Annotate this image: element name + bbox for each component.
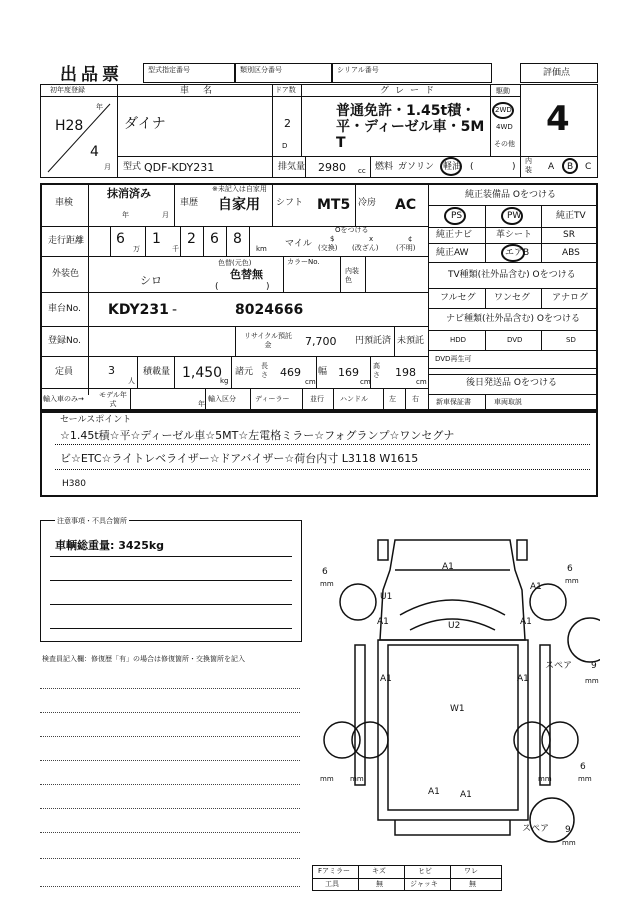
mileage-opt-3: (不明) <box>396 244 416 252</box>
cooling-label: 冷房 <box>358 198 377 208</box>
history-note: ※未記入は自家用 <box>212 185 267 193</box>
mileage-digit-1: 6 <box>116 231 125 247</box>
oem-pw-circle <box>501 207 523 225</box>
evaluation-score: 4 <box>546 99 570 139</box>
load-unit: kg <box>220 377 229 385</box>
interior-grade-c: C <box>585 162 592 172</box>
drive-2wd-circle <box>492 102 514 119</box>
drive-other: その他 <box>494 140 515 148</box>
chassis-label: 車台No. <box>48 304 81 314</box>
handle-right: 右 <box>412 395 419 403</box>
tire-unit-rear-left: mm <box>320 775 334 783</box>
mileage-digit-4: 6 <box>210 231 219 247</box>
mileage-unit-km: km <box>256 245 267 253</box>
after-title: 後日発送品 Oをつける <box>466 378 557 388</box>
oem-pw: PW <box>507 211 522 221</box>
grade-label: グレード <box>380 86 441 96</box>
registration-label: 登録No. <box>48 336 81 346</box>
grade-line-1: 普通免許・1.45t積・ <box>336 103 476 119</box>
handle-left: 左 <box>389 395 396 403</box>
car-name: ダイナ <box>124 116 166 132</box>
width-value: 169 <box>338 366 359 379</box>
footer-h-2: キズ <box>372 867 386 875</box>
spare-depth-1: 9 <box>591 661 597 671</box>
load-value: 1,450 <box>182 365 223 381</box>
month-unit: 月 <box>104 163 111 171</box>
history-label: 車歴 <box>180 198 199 208</box>
tire-depth-rear-right: 6 <box>580 762 586 772</box>
year-unit: 年 <box>96 103 103 111</box>
repaint-paren-open: ( <box>215 282 219 292</box>
mileage-circle-note: Oをつける <box>335 226 369 234</box>
after-warranty: 新車保証書 <box>436 398 471 406</box>
oem-tv: 純正TV <box>556 211 586 221</box>
footer-h-4: ワレ <box>464 867 478 875</box>
oem-airbag-circle <box>501 244 525 262</box>
mileage-opt-3-sym: ¢ <box>408 235 413 243</box>
mark-a1-rear-left: A1 <box>428 787 440 797</box>
height-label: 高さ <box>373 362 380 379</box>
tire-depth-front-right: 6 <box>567 564 573 574</box>
tire-unit-front-right: mm <box>565 577 579 585</box>
inspection-year-unit: 年 <box>122 211 129 219</box>
fuel-gasoline: ガソリン <box>398 162 435 172</box>
oem-title: 純正装備品 Oをつける <box>465 190 556 200</box>
mileage-digit-2: 1 <box>152 231 161 247</box>
import-parallel: 並行 <box>310 395 324 403</box>
mileage-opt-2: (改ざん) <box>352 244 379 252</box>
length-label: 長さ <box>261 362 268 379</box>
category-label: 類別区分番号 <box>240 66 282 74</box>
door-d: D <box>282 142 288 150</box>
spare-unit-1: mm <box>585 677 599 685</box>
import-dealer: ディーラー <box>255 395 290 403</box>
interior-label: 内装 <box>525 157 532 174</box>
recycle-value: 7,700 <box>305 335 337 348</box>
fuel-paren-open: ( <box>470 162 474 172</box>
oem-navi: 純正ナビ <box>436 230 473 240</box>
mileage-opt-2-sym: x <box>369 235 374 243</box>
tv-fullseg: フルセグ <box>440 293 476 303</box>
truck-diagram <box>300 530 600 860</box>
mark-u1: U1 <box>380 592 393 602</box>
fuel-diesel-circle <box>440 157 462 176</box>
length-value: 469 <box>280 366 301 379</box>
width-unit: cm <box>360 378 371 386</box>
footer-h-1: Fアミラー <box>318 867 351 875</box>
footer-v-4: 無 <box>469 880 476 888</box>
chassis-number: 8024666 <box>235 302 304 318</box>
chassis-model: KDY231 <box>108 302 169 318</box>
load-label: 積載量 <box>143 367 171 377</box>
recycle-unit: 円預託済 <box>355 336 392 346</box>
mileage-unit-sen: 千 <box>172 245 179 253</box>
tire-unit-rear-left-2: mm <box>350 775 364 783</box>
interior-color-label: 内装色 <box>345 267 359 284</box>
import-type-label: 輸入区分 <box>208 395 236 403</box>
fuel-label: 燃料 <box>375 162 394 172</box>
navi-dvd: DVD <box>507 336 523 344</box>
footer-v-2: 無 <box>376 880 383 888</box>
inspection-month-unit: 月 <box>162 211 169 219</box>
year-label: 初年度登録 <box>50 86 85 94</box>
color-no-label: カラーNo. <box>287 258 320 266</box>
form-title: 出品票 <box>60 65 123 85</box>
chassis-dash: - <box>172 302 178 318</box>
footer-v-1: 工具 <box>325 880 339 888</box>
sales-label: セールスポイント <box>60 415 132 425</box>
evaluation-label: 評価点 <box>543 68 571 78</box>
mile-label: マイル <box>285 239 312 249</box>
navi-title: ナビ種類(社外品含む) Oをつける <box>446 314 580 324</box>
mark-a1-left-door: A1 <box>377 617 389 627</box>
mark-w1: W1 <box>450 704 465 714</box>
mark-a1-right-front: A1 <box>530 582 542 592</box>
tv-title: TV種類(社外品含む) Oをつける <box>448 270 576 280</box>
mileage-digit-3: 2 <box>187 231 196 247</box>
notes-line-1: 車輌総重量: 3425kg <box>55 539 165 552</box>
tv-oneseg: ワンセグ <box>494 293 531 303</box>
sales-line-2: ビ☆ETC☆ライトレベライザー☆ドアバイザー☆荷台内寸 L3118 W1615 <box>60 452 419 465</box>
interior-grade-b: B <box>567 162 574 172</box>
capacity-value: 3 <box>108 364 115 377</box>
model-code: QDF-KDY231 <box>144 161 215 174</box>
dims-label: 諸元 <box>235 367 254 377</box>
mark-a1-right-bed: A1 <box>517 674 529 684</box>
exterior-label: 外装色 <box>52 269 80 279</box>
oem-leather: 革シート <box>496 230 533 240</box>
shift-value: MT5 <box>317 197 351 213</box>
repaint-label: 色替(元色) <box>218 259 252 267</box>
tire-unit-rear-right: mm <box>578 775 592 783</box>
oem-sr: SR <box>563 230 575 240</box>
inspector-label: 検査員記入欄：修復歴「有」の場合は修復箇所・交換箇所を記入 <box>42 655 245 663</box>
footer-v-3: ジャッキ <box>410 880 438 888</box>
serial-label: シリアル番号 <box>337 66 379 74</box>
history-value: 自家用 <box>218 197 260 213</box>
fuel-diesel: 軽油 <box>443 162 462 172</box>
capacity-unit: 人 <box>128 377 135 385</box>
tire-depth-front-left: 6 <box>322 567 328 577</box>
oem-ps-circle <box>444 207 466 225</box>
interior-b-circle <box>562 158 578 174</box>
oem-ps: PS <box>451 211 463 221</box>
door-count: 2 <box>284 117 291 130</box>
navi-sd: SD <box>566 336 576 344</box>
doors-label: ドア数 <box>275 86 296 94</box>
displacement-unit: cc <box>358 167 366 175</box>
inspection-label: 車検 <box>55 198 74 208</box>
mileage-opt-1-sym: $ <box>330 235 335 243</box>
exterior-value: シロ <box>140 274 162 287</box>
oem-abs: ABS <box>562 248 580 258</box>
grade-line-3: T <box>336 135 346 151</box>
type-designation-label: 型式指定番号 <box>148 66 190 74</box>
oem-airbag: エアB <box>505 248 530 258</box>
mileage-label: 走行距離 <box>48 236 85 246</box>
spare-depth-2: 9 <box>565 825 571 835</box>
mileage-opt-1: (交換) <box>318 244 338 252</box>
displacement-value: 2980 <box>318 161 346 174</box>
import-label: 輸入車のみ→ <box>43 395 84 403</box>
type-designation-box <box>143 63 235 83</box>
category-box <box>235 63 332 83</box>
height-value: 198 <box>395 366 416 379</box>
sales-line-3: H380 <box>62 479 86 489</box>
mark-a1-left-bed: A1 <box>380 674 392 684</box>
inspection-value: 抹消済み <box>107 187 151 200</box>
grade-line-2: 平・ディーゼル車・5M <box>336 119 485 135</box>
oem-aw: 純正AW <box>436 248 469 258</box>
width-label: 幅 <box>318 367 328 377</box>
mark-a1-rear-right: A1 <box>460 790 472 800</box>
displacement-label: 排気量 <box>278 162 306 172</box>
spare-unit-2: mm <box>562 839 576 847</box>
handle-label: ハンドル <box>340 395 368 403</box>
drive-2wd: 2WD <box>495 106 512 114</box>
mileage-digit-5: 8 <box>233 231 242 247</box>
height-unit: cm <box>416 378 427 386</box>
drive-4wd: 4WD <box>496 123 513 131</box>
capacity-label: 定員 <box>55 367 74 377</box>
car-name-label: 車名 <box>180 86 227 96</box>
repaint-paren-close: ) <box>266 282 270 292</box>
first-registration-year: H28 <box>55 118 84 134</box>
interior-grade-a: A <box>548 162 555 172</box>
mark-a1-right-door: A1 <box>520 617 532 627</box>
spare-label-1: スペア <box>545 661 573 671</box>
evaluation-header <box>520 63 598 83</box>
length-unit: cm <box>305 378 316 386</box>
spare-label-2: スペア <box>522 824 550 834</box>
dvd-playback: DVD再生可 <box>435 355 472 363</box>
tire-unit-front-left: mm <box>320 580 334 588</box>
fuel-paren-close: ) <box>512 162 516 172</box>
first-registration-month: 4 <box>90 144 99 160</box>
repaint-value: 色替無 <box>230 268 263 281</box>
recycle-unpaid: 未預託 <box>397 336 425 346</box>
tv-analog: アナログ <box>552 293 589 303</box>
sales-line-1: ☆1.45t積☆平☆ディーゼル車☆5MT☆左電格ミラー☆フォグランプ☆ワンセグナ <box>60 429 455 442</box>
recycle-label: リサイクル預託金 <box>243 332 293 349</box>
tire-unit-rear-right-2: mm <box>538 775 552 783</box>
mark-a1-roof: A1 <box>442 562 454 572</box>
cooling-value: AC <box>395 197 417 213</box>
import-year-unit: 年 <box>198 400 205 408</box>
mileage-unit-man: 万 <box>133 245 140 253</box>
model-year-label: モデル年式 <box>99 391 127 408</box>
after-manual: 車両取説 <box>494 398 522 406</box>
model-label: 型式 <box>123 162 142 172</box>
notes-label: 注意事項・不具合箇所 <box>57 517 127 525</box>
navi-hdd: HDD <box>450 336 467 344</box>
shift-label: シフト <box>276 198 304 208</box>
serial-box <box>332 63 492 83</box>
mark-u2: U2 <box>448 621 461 631</box>
footer-h-3: ヒビ <box>418 867 432 875</box>
drive-label: 駆動 <box>496 87 510 95</box>
